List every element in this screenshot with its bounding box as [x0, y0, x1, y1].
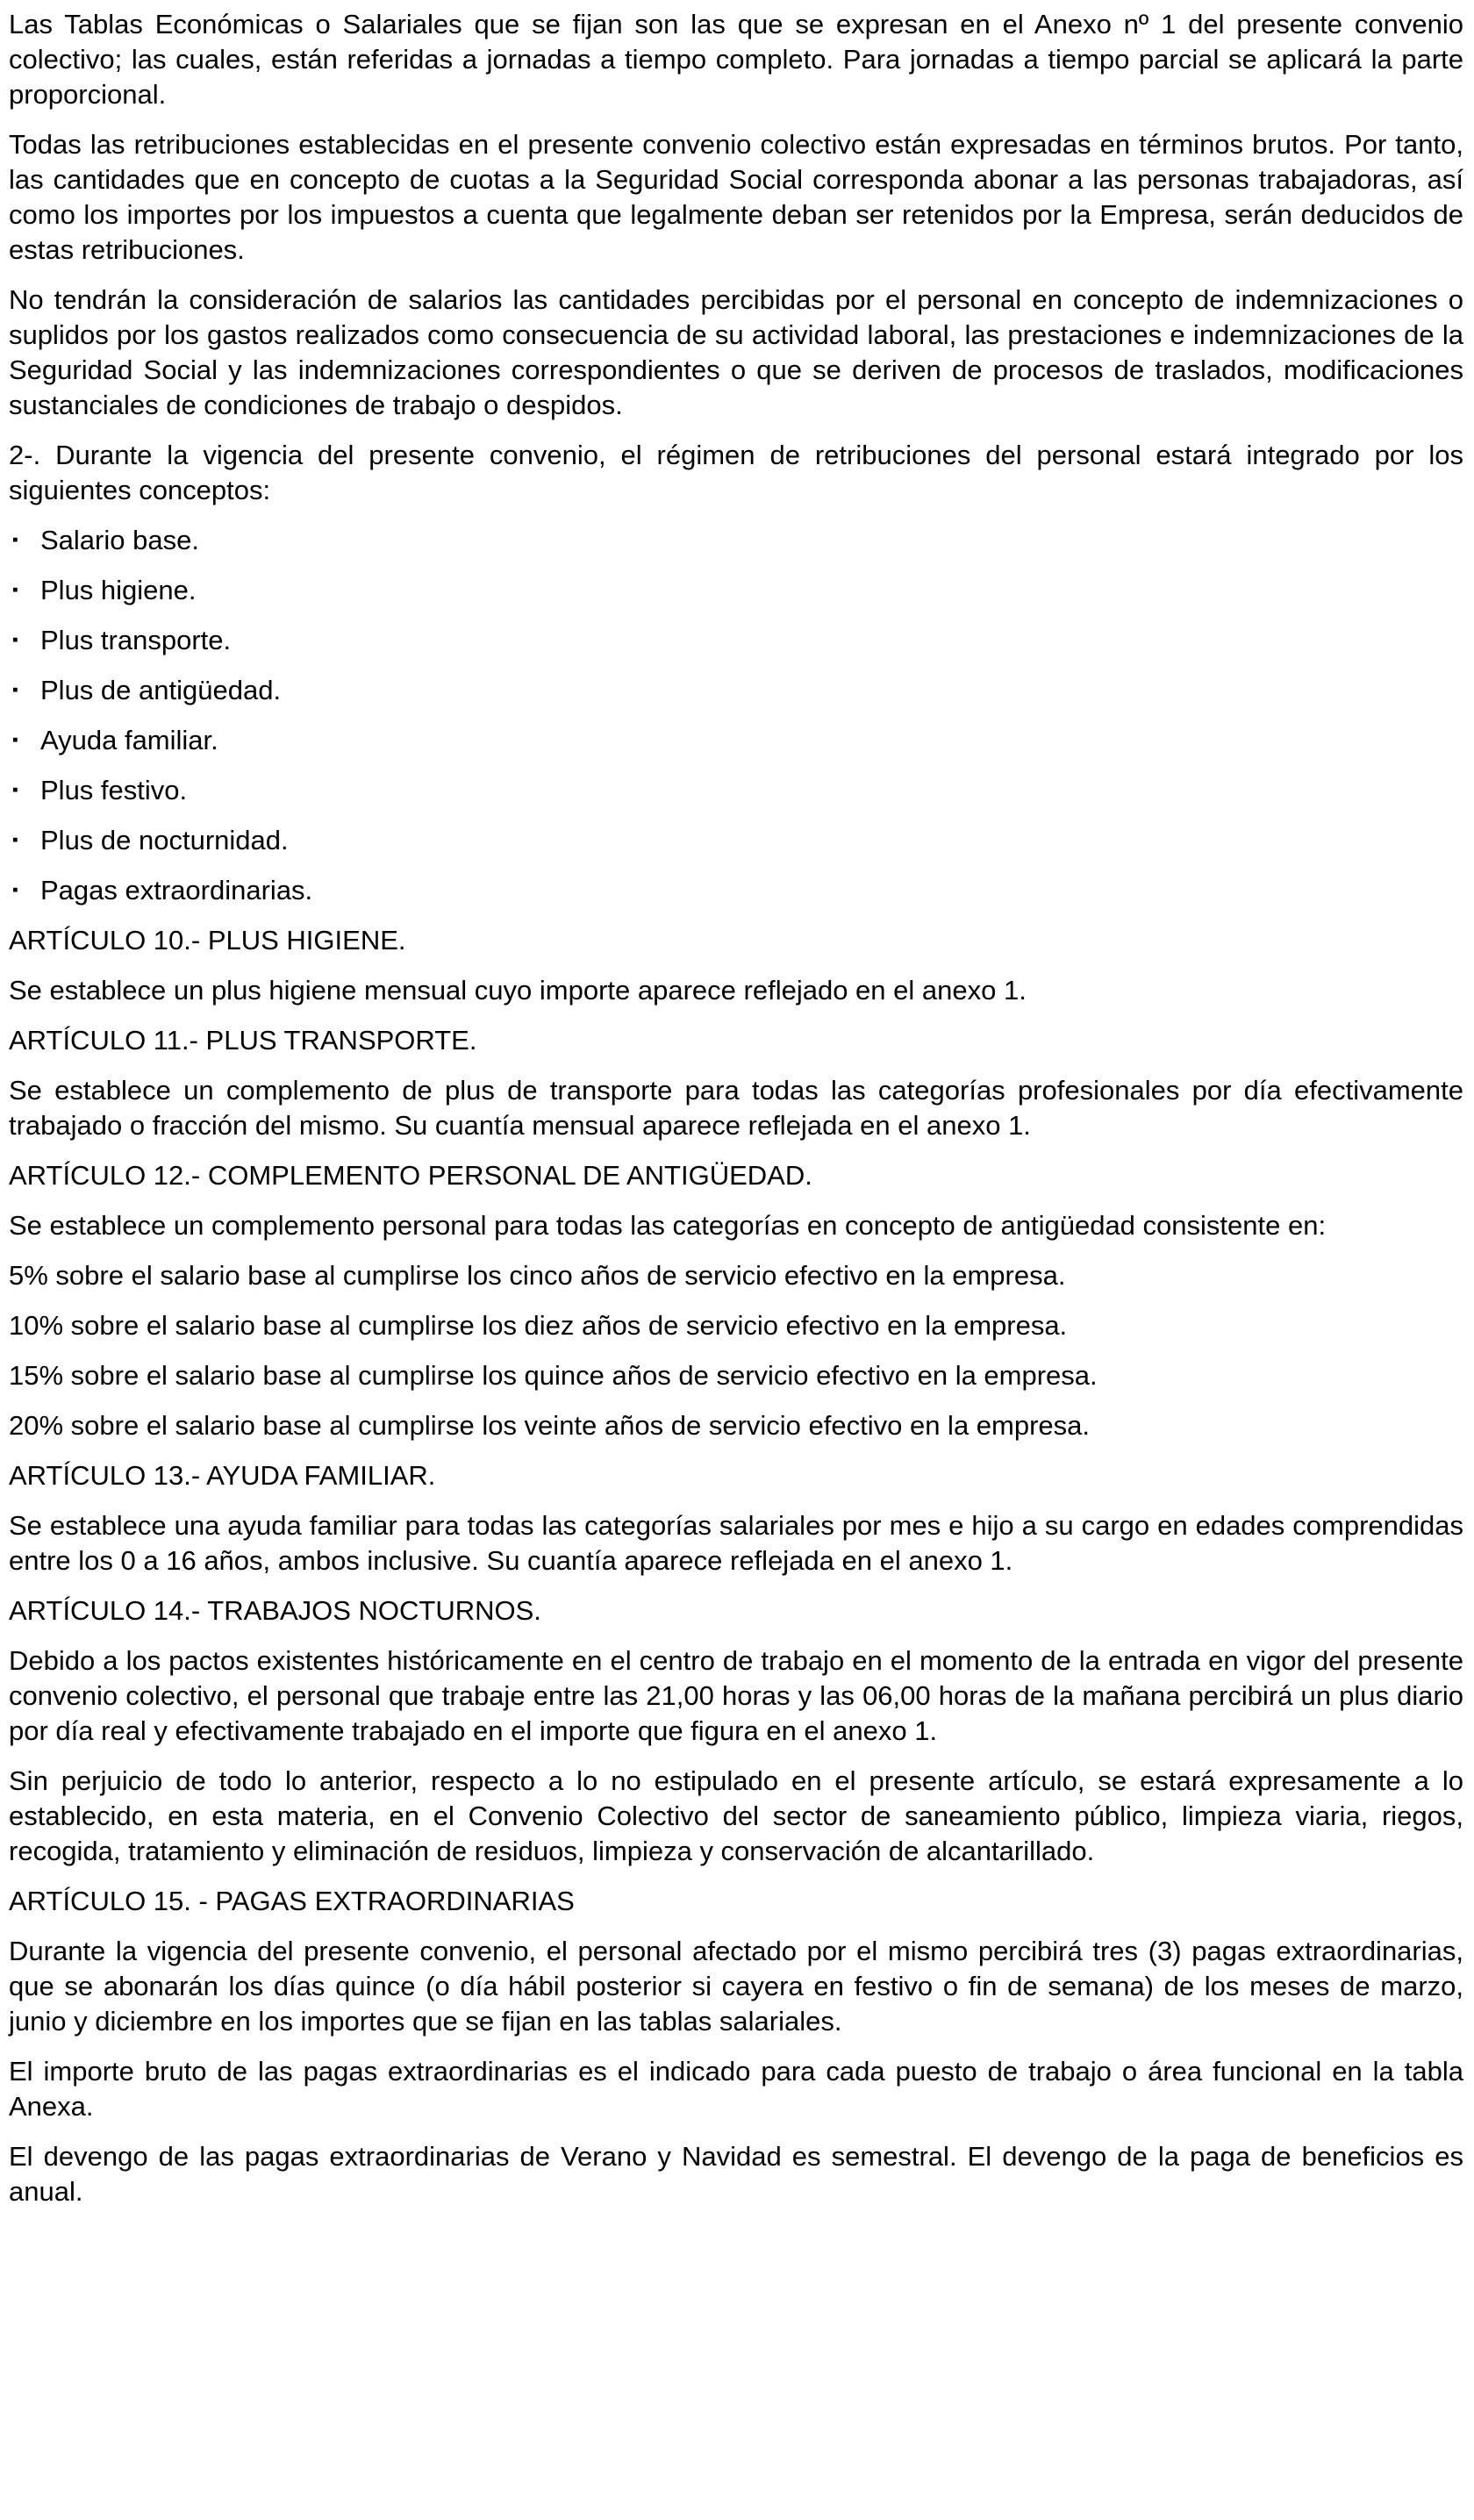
bullet-marker-icon: ▪ — [12, 581, 18, 599]
paragraph: No tendrán la consideración de salarios las cantidades percibidas por el personal en concepto de indemnizaciones o suplidos por los gastos realizados como consecuencia de su actividad laboral, las prestaciones e indemnizaciones de la Seguridad Social y las indemnizaciones correspondientes o que se deriven de procesos de traslados, modificaciones sustanciales de condiciones de trabajo o despidos. — [9, 284, 1463, 420]
article-heading: ARTÍCULO 15. - PAGAS EXTRAORDINARIAS — [9, 1886, 575, 1916]
list-item — [9, 873, 1463, 908]
list-item — [9, 773, 1463, 808]
list-item-text: Plus festivo. — [40, 775, 188, 805]
paragraph: 5% sobre el salario base al cumplirse los cinco años de servicio efectivo en la empresa. — [9, 1260, 1066, 1291]
bullet-marker-icon: ▪ — [12, 681, 18, 699]
list-item — [9, 523, 1463, 558]
paragraph: Se establece un plus higiene mensual cuyo importe aparece reflejado en el anexo 1. — [9, 975, 1027, 1006]
paragraph: El devengo de las pagas extraordinarias de Verano y Navidad es semestral. El devengo de la paga de beneficios es anual. — [9, 2141, 1463, 2207]
paragraph: Durante la vigencia del presente convenio, el personal afectado por el mismo percibirá tres (3) pagas extraordinarias, que se abonarán los días quince (o día hábil posterior si cayera en festivo o fin de semana) de los meses de marzo, junio y diciembre en los importes que se fijan en las tablas salariales. — [9, 1936, 1463, 2037]
paragraph: Se establece una ayuda familiar para todas las categorías salariales por mes e hijo a su cargo en edades comprendidas entre los 0 a 16 años, ambos inclusive. Su cuantía aparece reflejada en el anexo 1. — [9, 1510, 1463, 1576]
list-item — [9, 723, 1463, 758]
bullet-marker-icon: ▪ — [12, 831, 18, 849]
paragraph: Se establece un complemento personal para todas las categorías en concepto de antigüedad consistente en: — [9, 1210, 1327, 1241]
bullet-marker-icon: ▪ — [12, 731, 18, 749]
paragraph: Se establece un complemento de plus de transporte para todas las categorías profesionales por día efectivamente trabajado o fracción del mismo. Su cuantía mensual aparece reflejada en el anexo 1. — [9, 1075, 1463, 1141]
article-heading: ARTÍCULO 10.- PLUS HIGIENE. — [9, 925, 406, 956]
paragraph: El importe bruto de las pagas extraordinarias es el indicado para cada puesto de trabajo o área funcional en la tabla Anexa. — [9, 2056, 1463, 2122]
list-item-text: Salario base. — [40, 525, 199, 555]
bullet-marker-icon: ▪ — [12, 781, 18, 799]
list-item — [9, 623, 1463, 658]
paragraph: Todas las retribuciones establecidas en el presente convenio colectivo están expresadas en términos brutos. Por tanto, las cantidades que en concepto de cuotas a la Seguridad Social corresponda abonar a las personas trabajadoras, así como los importes por los impuestos a cuenta que legalmente deban ser retenidos por la Empresa, serán deducidos de estas retribuciones. — [9, 129, 1463, 265]
list-item-text: Pagas extraordinarias. — [40, 875, 313, 906]
list-item — [9, 823, 1463, 858]
paragraph: 20% sobre el salario base al cumplirse los veinte años de servicio efectivo en la empresa. — [9, 1410, 1091, 1441]
paragraph: 2-. Durante la vigencia del presente convenio, el régimen de retribuciones del personal estará integrado por los siguientes conceptos: — [9, 440, 1463, 505]
document-body — [9, 7, 1463, 2209]
article-heading: ARTÍCULO 11.- PLUS TRANSPORTE. — [9, 1025, 477, 1056]
list-item-text: Plus transporte. — [40, 625, 232, 655]
list-item — [9, 573, 1463, 608]
article-heading: ARTÍCULO 14.- TRABAJOS NOCTURNOS. — [9, 1595, 541, 1626]
list-item-text: Plus de antigüedad. — [40, 675, 282, 705]
paragraph: Sin perjuicio de todo lo anterior, respecto a lo no estipulado en el presente artículo, se estará expresamente a lo establecido, en esta materia, en el Convenio Colectivo del sector de saneamiento público, limpieza viaria, riegos, recogida, tratamiento y eliminación de residuos, limpieza y conservación de alcantarillado. — [9, 1765, 1463, 1866]
bullet-marker-icon: ▪ — [12, 631, 18, 649]
bullet-marker-icon: ▪ — [12, 531, 18, 549]
list-item-text: Ayuda familiar. — [40, 725, 218, 755]
article-heading: ARTÍCULO 12.- COMPLEMENTO PERSONAL DE ANTIGÜEDAD. — [9, 1160, 812, 1191]
list-item-text: Plus higiene. — [40, 575, 197, 605]
paragraph: 10% sobre el salario base al cumplirse los diez años de servicio efectivo en la empresa. — [9, 1310, 1068, 1341]
list-item — [9, 673, 1463, 708]
paragraph: 15% sobre el salario base al cumplirse los quince años de servicio efectivo en la empresa. — [9, 1360, 1098, 1391]
bullet-marker-icon: ▪ — [12, 881, 18, 899]
article-heading: ARTÍCULO 13.- AYUDA FAMILIAR. — [9, 1460, 436, 1491]
paragraph: Debido a los pactos existentes históricamente en el centro de trabajo en el momento de la entrada en vigor del presente convenio colectivo, el personal que trabaje entre las 21,00 horas y las 06,00 horas de la mañana percibirá un plus diario por día real y efectivamente trabajado en el importe que figura en el anexo 1. — [9, 1645, 1463, 1746]
list-item-text: Plus de nocturnidad. — [40, 825, 289, 856]
paragraph: Las Tablas Económicas o Salariales que se fijan son las que se expresan en el Anexo nº 1 del presente convenio colectivo; las cuales, están referidas a jornadas a tiempo completo. Para jornadas a tiempo parcial se aplicará la parte proporcional. — [9, 9, 1463, 110]
